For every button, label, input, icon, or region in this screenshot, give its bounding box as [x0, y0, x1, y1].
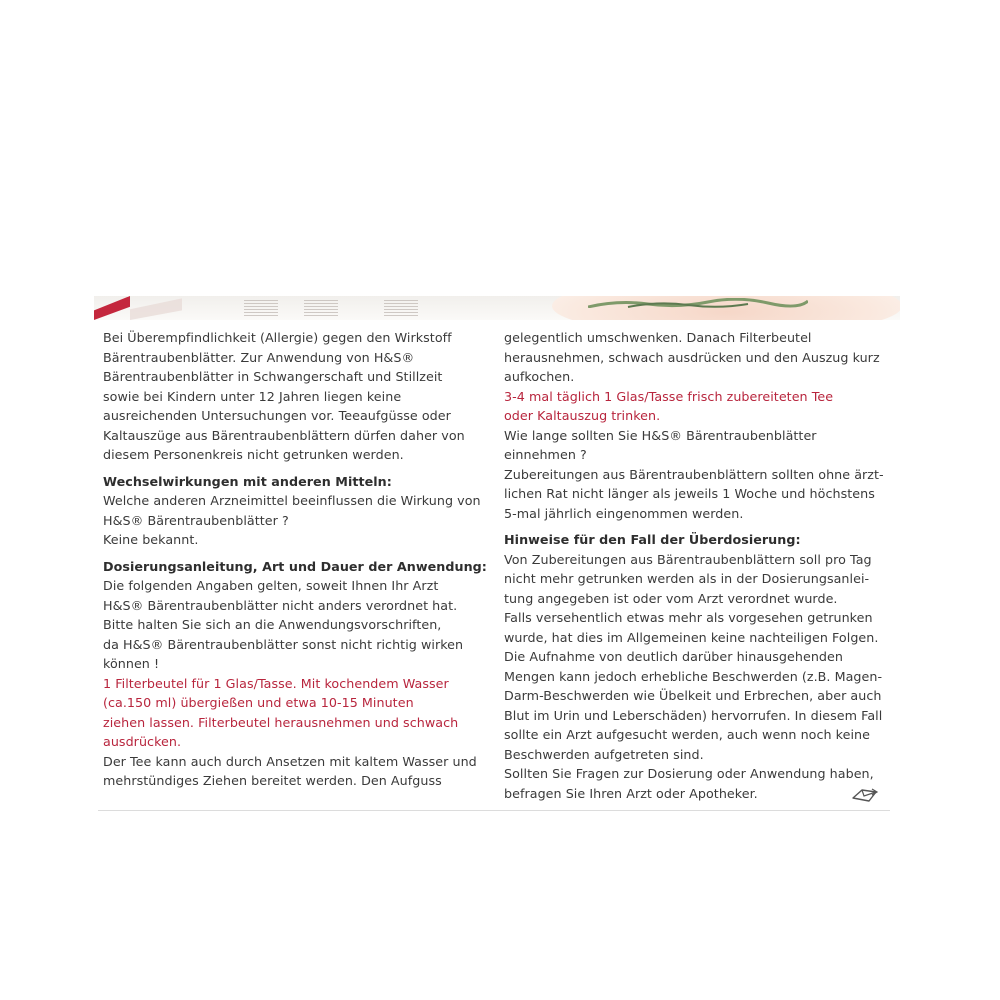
interactions-text: Welche anderen Arzneimittel beeinflussen die Wirkung von H&S® Bärentraubenblätter ? Keine bekannt. — [103, 493, 481, 547]
left-column — [103, 328, 499, 791]
duration-question: Wie lange sollten Sie H&S® Bärentraubenblätter einnehmen ? — [504, 427, 817, 462]
package-band — [130, 296, 182, 320]
leaflet-panel — [98, 320, 890, 811]
package-top-edge — [94, 296, 900, 320]
right-column — [504, 328, 890, 803]
leaves-illustration — [588, 298, 808, 308]
brand-red-stripe — [94, 296, 130, 320]
preparation-continuation: gelegentlich umschwenken. Danach Filterbeutel herausnehmen, schwach ausdrücken und den Auszug kurz aufkochen. — [504, 330, 880, 384]
package-print — [244, 300, 278, 316]
contraindication-text: Bei Überempfindlichkeit (Allergie) gegen den Wirkstoff Bärentraubenblätter. Zur Anwendung von H&S® Bärentraubenblätter in Schwangerschaft und Stillzeit sowie bei Kindern unter 12 Jahren liegen keine ausreichenden Untersuchungen vor. Teeaufgüsse oder Kaltauszüge aus Bärentraubenblättern dürfen daher von diesem Personenkreis nicht getrunken werden. — [103, 330, 465, 462]
interactions-heading: Wechselwirkungen mit anderen Mitteln: — [103, 473, 392, 489]
package-print — [384, 300, 418, 316]
dosage-heading: Dosierungsanleitung, Art und Dauer der Anwendung: — [103, 558, 487, 574]
cold-preparation-text: Der Tee kann auch durch Ansetzen mit kaltem Wasser und mehrstündiges Ziehen bereitet werden. Den Aufguss — [103, 753, 477, 788]
turn-page-arrow-icon — [850, 786, 880, 804]
overdose-heading: Hinweise für den Fall der Überdosierung: — [504, 532, 801, 547]
package-print — [304, 300, 338, 316]
overdose-text: Von Zubereitungen aus Bärentraubenblättern soll pro Tag nicht mehr getrunken werden als in der Dosierungsanlei- tung angegeben ist oder vom Arzt verordnet wurde. Falls versehentlich etwas mehr als vorgesehen getrunken wurde, hat dies im Allgemeinen keine nachteiligen Folgen. Die Aufnahme von deutlich darüber hinausgehenden Mengen kann jedoch erhebliche Beschwerden (z.B. Magen- Darm-Beschwerden wie Übelkeit und Erbrechen, aber auch Blut im Urin und Leberschäden) hervorrufen. In diesem Fall sollte ein Arzt aufgesucht werden, auch wenn noch keine Beschwerden aufgetreten sind. Sollten Sie Fragen zur Dosierung oder Anwendung haben, befragen Sie Ihren Arzt oder Apotheker. — [504, 551, 883, 801]
daily-dose-highlight: 3-4 mal täglich 1 Glas/Tasse frisch zubereiteten Tee oder Kaltauszug trinken. — [504, 388, 834, 423]
dosage-instruction-highlight: 1 Filterbeutel für 1 Glas/Tasse. Mit kochendem Wasser (ca.150 ml) übergießen und etwa 10-15 Minuten ziehen lassen. Filterbeutel herausnehmen und schwach ausdrücken. — [103, 675, 459, 749]
duration-text: Zubereitungen aus Bärentraubenblättern sollten ohne ärzt- lichen Rat nicht länger als jeweils 1 Woche und höchstens 5-mal jährlich eingenommen werden. — [504, 466, 884, 521]
dosage-text: Die folgenden Angaben gelten, soweit Ihnen Ihr Arzt H&S® Bärentraubenblätter nicht anders verordnet hat. Bitte halten Sie sich an die Anwendungsvorschriften, da H&S® Bärentraubenblätter sonst nicht richtig wirken können ! — [103, 578, 464, 671]
